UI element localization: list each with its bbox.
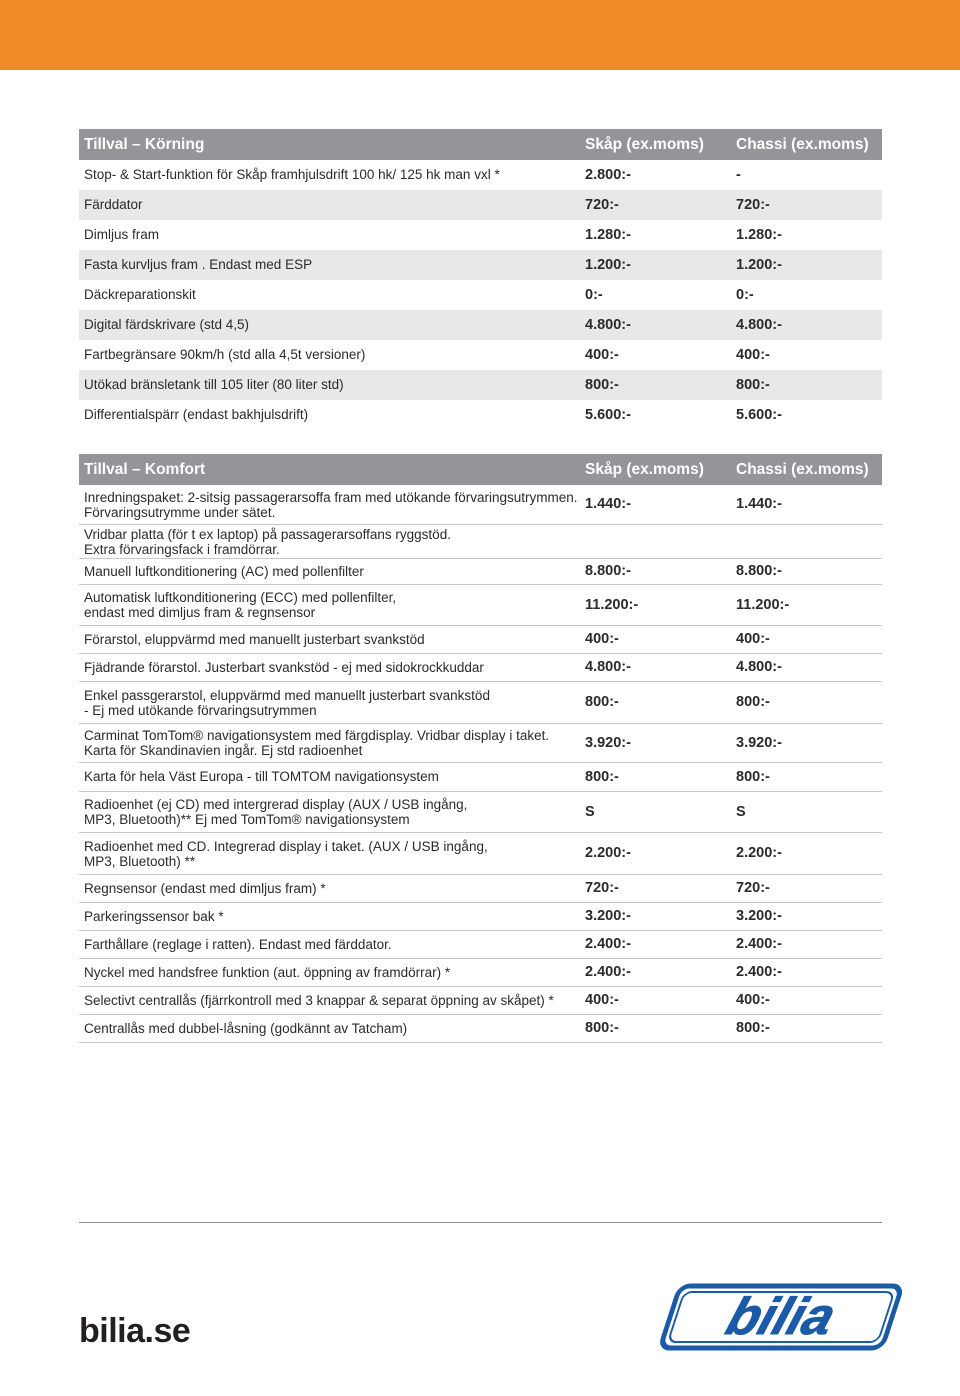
row-label-line: Carminat TomTom® navigationsystem med färgdisplay. Vridbar display i taket.: [84, 728, 550, 743]
row-label-line: Manuell luftkonditionering (AC) med pollenfilter: [84, 563, 364, 579]
price-chassi: 1.200:-: [736, 256, 782, 273]
price-skap: 400:-: [585, 631, 619, 647]
row-label: [84, 839, 488, 869]
column-header-chassi: Chassi (ex.moms): [736, 461, 869, 478]
row-label-line: Radioenhet med CD. Integrerad display i taket. (AUX / USB ingång,: [84, 838, 488, 854]
table-row: [79, 370, 882, 400]
table-row: [79, 485, 882, 525]
row-label-line: Radioenhet (ej CD) med intergrerad display (AUX / USB ingång,: [84, 797, 468, 812]
table-row: [79, 310, 882, 340]
price-chassi: 400:-: [736, 992, 770, 1008]
korning-rows: [79, 160, 882, 430]
row-label: [84, 527, 451, 557]
row-label: [84, 227, 159, 242]
row-label-line: Förvaringsutrymme under sätet.: [84, 504, 276, 520]
price-skap: 2.200:-: [585, 845, 631, 861]
row-label: [84, 993, 554, 1008]
table-row: [79, 763, 882, 792]
price-skap: 1.280:-: [585, 226, 631, 243]
table-row: [79, 585, 882, 626]
price-chassi: 3.200:-: [736, 908, 782, 924]
price-skap: 4.800:-: [585, 659, 631, 675]
row-label-line: Automatisk luftkonditionering (ECC) med pollenfilter,: [84, 590, 397, 605]
row-label: [84, 564, 364, 579]
row-label-line: Däckreparationskit: [84, 287, 196, 302]
price-skap: S: [585, 803, 595, 820]
table-row: [79, 525, 882, 559]
row-label: [84, 347, 365, 362]
price-chassi: 1.280:-: [736, 226, 782, 243]
price-skap: 5.600:-: [585, 406, 631, 423]
price-skap: 3.200:-: [585, 908, 631, 924]
table-row: [79, 626, 882, 654]
row-label: [84, 632, 425, 647]
price-chassi: 4.800:-: [736, 659, 782, 675]
table-row: [79, 280, 882, 310]
komfort-header: [79, 454, 882, 485]
price-skap: 400:-: [585, 346, 619, 363]
column-header-skap: Skåp (ex.moms): [585, 136, 704, 153]
price-skap: 800:-: [585, 694, 619, 710]
table-row: [79, 903, 882, 931]
row-label: [84, 407, 308, 422]
table-row: [79, 959, 882, 987]
row-label: [84, 377, 344, 392]
price-chassi: 11.200:-: [736, 596, 790, 613]
row-label-line: Differentialspärr (endast bakhjulsdrift): [84, 407, 309, 422]
price-skap: 8.800:-: [585, 563, 631, 579]
row-label-line: Selectivt centrallås (fjärrkontroll med 3 knappar & separat öppning av skåpet) *: [84, 992, 554, 1008]
table-row: [79, 987, 882, 1015]
table-row: [79, 724, 882, 763]
row-label: [84, 937, 392, 952]
row-label-line: Förarstol, eluppvärmd med manuellt justerbart svankstöd: [84, 631, 425, 647]
row-label-line: Dimljus fram: [84, 227, 160, 242]
price-chassi: 2.400:-: [736, 936, 782, 952]
price-skap: 2.400:-: [585, 964, 631, 980]
row-label-line: Stop- & Start-funktion för Skåp framhjulsdrift 100 hk/ 125 hk man vxl *: [84, 167, 500, 182]
price-skap: 400:-: [585, 992, 619, 1008]
column-header-skap: Skåp (ex.moms): [585, 461, 704, 478]
price-chassi: 2.200:-: [736, 845, 782, 861]
price-skap: 4.800:-: [585, 316, 631, 333]
row-label-line: Karta för hela Väst Europa - till TOMTOM navigationsystem: [84, 769, 439, 784]
table-row: [79, 190, 882, 220]
price-skap: 3.920:-: [585, 734, 631, 751]
price-chassi: 720:-: [736, 196, 770, 213]
price-skap: 800:-: [585, 1020, 619, 1036]
table-row: [79, 654, 882, 682]
price-chassi: 400:-: [736, 346, 770, 363]
row-label: [84, 909, 224, 924]
price-chassi: 5.600:-: [736, 406, 782, 423]
price-skap: 2.800:-: [585, 166, 631, 183]
row-label-line: Parkeringssensor bak *: [84, 908, 224, 924]
table-row: [79, 875, 882, 903]
price-chassi: 400:-: [736, 631, 770, 647]
row-label: [84, 197, 143, 212]
price-chassi: 800:-: [736, 1020, 770, 1036]
price-chassi: -: [736, 166, 741, 183]
table-row: [79, 682, 882, 724]
price-chassi: 720:-: [736, 880, 770, 896]
price-skap: 720:-: [585, 196, 619, 213]
row-label: [84, 769, 439, 784]
korning-header: [79, 129, 882, 160]
table-row: [79, 400, 882, 430]
table-row: [79, 340, 882, 370]
price-skap: 0:-: [585, 286, 603, 303]
table-row: [79, 1015, 882, 1043]
price-chassi: 800:-: [736, 694, 770, 710]
price-skap: 2.400:-: [585, 936, 631, 952]
row-label-line: Fjädrande förarstol. Justerbart svankstöd - ej med sidokrockkuddar: [84, 659, 484, 675]
price-chassi: 2.400:-: [736, 964, 782, 980]
section-title: Tillval – Körning: [84, 136, 205, 153]
row-label: [84, 797, 467, 827]
row-label-line: Fasta kurvljus fram . Endast med ESP: [84, 257, 313, 272]
row-label: [84, 490, 578, 520]
price-skap: 720:-: [585, 880, 619, 896]
table-row: [79, 160, 882, 190]
row-label-line: - Ej med utökande förvaringsutrymmen: [84, 702, 317, 718]
price-chassi: 1.440:-: [736, 496, 782, 512]
row-label-line: Vridbar platta (för t ex laptop) på passagerarsoffans ryggstöd.: [84, 527, 451, 542]
price-chassi: 3.920:-: [736, 734, 782, 751]
row-label-line: Regnsensor (endast med dimljus fram) *: [84, 880, 326, 896]
row-label-line: Utökad bränsletank till 105 liter (80 liter std): [84, 377, 344, 392]
row-label: [84, 317, 249, 332]
row-label-line: Enkel passgerarstol, eluppvärmd med manuellt justerbart svankstöd: [84, 687, 490, 703]
table-row: [79, 931, 882, 959]
orange-top-banner: [0, 0, 960, 70]
footer-divider: [79, 1222, 882, 1223]
price-chassi: S: [736, 803, 746, 820]
price-skap: 11.200:-: [585, 596, 639, 613]
price-chassi: 800:-: [736, 376, 770, 393]
price-skap: 1.200:-: [585, 256, 631, 273]
row-label: [84, 688, 490, 718]
row-label-line: MP3, Bluetooth) **: [84, 853, 196, 869]
table-row: [79, 833, 882, 875]
price-chassi: 8.800:-: [736, 563, 782, 579]
row-label: [84, 965, 450, 980]
row-label-line: endast med dimljus fram & regnsensor: [84, 605, 316, 620]
price-chassi: 0:-: [736, 286, 754, 303]
row-label-line: Centrallås med dubbel-låsning (godkännt av Tatcham): [84, 1020, 408, 1036]
svg-text:bilia: bilia: [719, 1288, 843, 1346]
komfort-rows: [79, 485, 882, 1043]
row-label-line: Inredningspaket: 2-sitsig passagerarsoffa fram med utökande förvaringsutrymmen.: [84, 489, 578, 505]
price-skap: 800:-: [585, 768, 619, 785]
row-label: [84, 287, 196, 302]
row-label-line: Extra förvaringsfack i framdörrar.: [84, 542, 280, 557]
row-label-line: Färddator: [84, 197, 143, 212]
section-title: Tillval – Komfort: [84, 461, 206, 478]
row-label: [84, 728, 549, 758]
row-label: [84, 257, 312, 272]
komfort-table: [79, 454, 882, 1043]
price-skap: 800:-: [585, 376, 619, 393]
row-label: [84, 660, 484, 675]
price-chassi: 800:-: [736, 768, 770, 785]
bilia-logo: [650, 1268, 905, 1373]
korning-table: [79, 129, 882, 430]
row-label-line: Digital färdskrivare (std 4,5): [84, 317, 250, 332]
row-label-line: Karta för Skandinavien ingår. Ej std radioenhet: [84, 743, 363, 758]
table-row: [79, 792, 882, 833]
row-label: [84, 1021, 407, 1036]
price-skap: 1.440:-: [585, 496, 631, 512]
price-chassi: 4.800:-: [736, 316, 782, 333]
table-row: [79, 250, 882, 280]
row-label: [84, 590, 396, 620]
row-label-line: MP3, Bluetooth)** Ej med TomTom® navigationsystem: [84, 812, 410, 827]
row-label-line: Nyckel med handsfree funktion (aut. öppning av framdörrar) *: [84, 964, 451, 980]
table-row: [79, 559, 882, 585]
table-row: [79, 220, 882, 250]
column-header-chassi: Chassi (ex.moms): [736, 136, 869, 153]
row-label-line: Fartbegränsare 90km/h (std alla 4,5t versioner): [84, 347, 366, 362]
row-label: [84, 881, 326, 896]
website-link[interactable]: bilia.se: [79, 1312, 191, 1350]
row-label: [84, 167, 500, 182]
row-label-line: Farthållare (reglage i ratten). Endast med färddator.: [84, 936, 392, 952]
